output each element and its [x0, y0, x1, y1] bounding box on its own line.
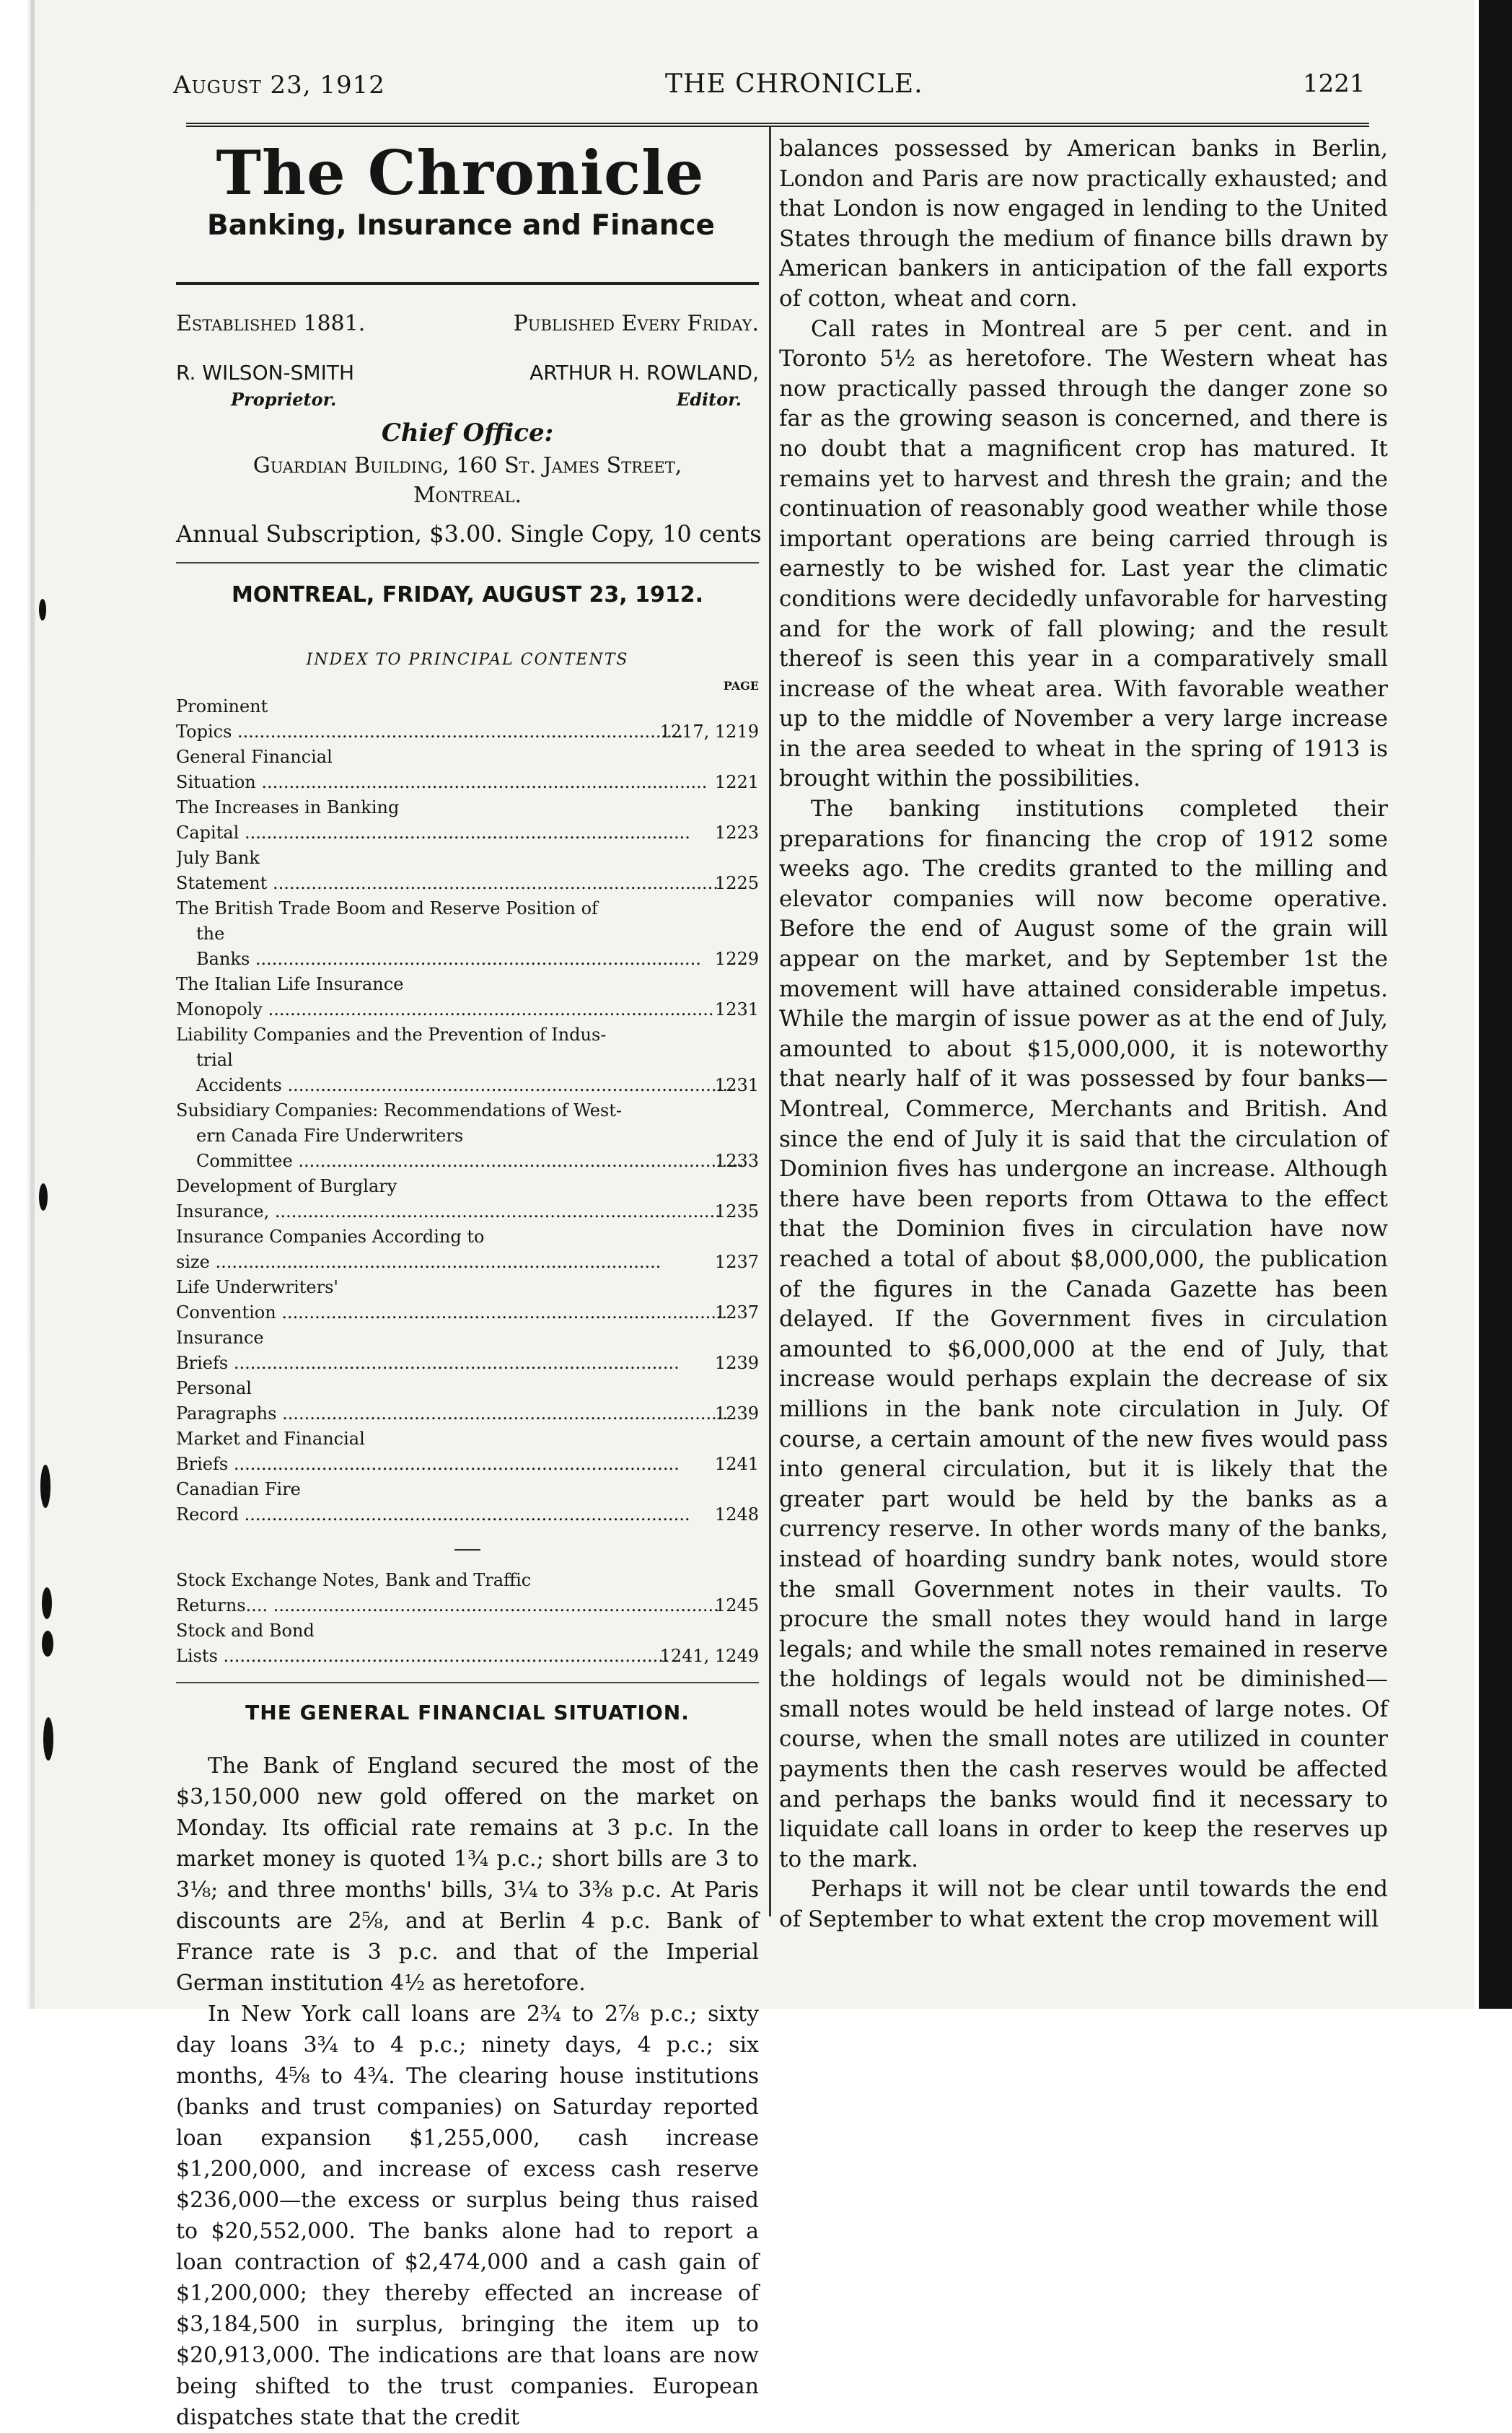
- index-entry: [176, 1098, 759, 1174]
- article-paragraph: Perhaps it will not be clear until towards the end of September to what extent the crop movement will: [779, 1876, 1388, 1933]
- index-entry-title: Insurance Briefs .....: [176, 1325, 704, 1376]
- index-entry-continuation: the Banks .....: [176, 921, 704, 972]
- index-entry: [176, 1426, 759, 1477]
- index-entry-title: Insurance Companies According to size .....: [176, 1224, 704, 1275]
- left-column: [176, 137, 762, 2433]
- proprietor-name: R. WILSON-SMITH: [176, 361, 355, 385]
- index-entry-page: 1245: [714, 1595, 759, 1616]
- index-entry-title: Life Underwriters' Convention .....: [176, 1275, 704, 1325]
- index-entry-title: Stock and Bond Lists .....: [176, 1618, 704, 1669]
- contents-index-extra: [176, 1568, 759, 1669]
- index-entry: [176, 1174, 759, 1224]
- index-entry: [176, 1022, 759, 1098]
- scan-speck: [43, 1717, 53, 1761]
- page-number: 1221: [1303, 69, 1366, 98]
- header-rule: [186, 123, 1369, 127]
- running-header-title: THE CHRONICLE.: [665, 69, 923, 99]
- index-entry-title: Personal Paragraphs .....: [176, 1376, 704, 1426]
- index-title: INDEX TO PRINCIPAL CONTENTS: [306, 651, 629, 670]
- index-entry: [176, 1477, 759, 1527]
- article-paragraph: The Bank of England secured the most of the $3,150,000 new gold offered on the market on Monday. Its official rate remains at 3 p.c. In the market money is quoted 1¾ p.c.; short bills are 3 to 3⅛; and three months' bills, 3¼ to 3⅜ p.c. At Paris discounts are 2⅝, and at Berlin 4 p.c. Bank of France rate is 3 p.c. and that of the Imperial German institution 4½ as heretofore.: [176, 1753, 759, 1996]
- masthead-subtitle: Banking, Insurance and Finance: [207, 209, 715, 242]
- scan-edge-shadow: [30, 0, 35, 2009]
- editor-name: ARTHUR H. ROWLAND,: [529, 361, 759, 385]
- index-entry-page: 1233: [714, 1151, 759, 1172]
- index-entry-title: The Increases in Banking Capital .....: [176, 795, 704, 846]
- established-line: Established 1881.: [176, 311, 366, 337]
- index-entry-title: Subsidiary Companies: Recommendations of West-: [176, 1100, 622, 1121]
- index-entry: [176, 1618, 759, 1669]
- index-entry-title: Liability Companies and the Prevention of Indus-: [176, 1025, 607, 1045]
- chief-office-label: Chief Office:: [381, 418, 554, 448]
- index-entry-title: Canadian Fire Record .....: [176, 1477, 704, 1527]
- index-entry-page: 1229: [714, 949, 759, 970]
- scan-speck: [42, 1587, 52, 1619]
- index-entry: [176, 846, 759, 896]
- index-entry-page: 1231: [714, 1075, 759, 1096]
- article-paragraph: Call rates in Montreal are 5 per cent. and in Toronto 5½ as heretofore. The Western wheat has now practically passed through the danger zone so far as the growing season is concerned, and there is no doubt that a magnificent crop has matured. It remains yet to harvest and thresh the grain; and the continuation of reasonably good weather while those important operations are being carried through is earnestly to be wished for. Last year the climatic conditions were decidedly unfavorable for harvesting and for the work of fall plowing; and the result thereof is seen this year in a comparatively small increase of the wheat area. With favorable weather up to the middle of November a very large increase in the area seeded to wheat in the spring of 1913 is brought within the possibilities.: [779, 315, 1388, 792]
- subscription-line: Annual Subscription, $3.00. Single Copy, 10 cents: [176, 520, 762, 548]
- index-entry: [176, 1275, 759, 1325]
- issue-dateline: MONTREAL, FRIDAY, AUGUST 23, 1912.: [232, 582, 703, 608]
- article-paragraph: The banking institutions completed their preparations for financing the crop of 1912 some weeks ago. The credits granted to the milling and elevator companies will now become operative. Before the end of August some of the grain will appear on the market, and by September 1st the movement will have attained considerable impetus. While the margin of issue power as at the end of July, amounted to about $15,000,000, it is noteworthy that nearly half of it was possessed by four banks—Montreal, Commerce, Merchants and British. And since the end of July it is said that the circulation of Dominion fives has undergone an increase. Although there have been reports from Ottawa to the effect that the Dominion fives in circulation have now reached a total of about $8,000,000, the publication of the figures in the Canada Gazette has been delayed. If the Government fives in circulation amounted to $6,000,000 at the end of July, that increase would perhaps explain the decrease of six millions in the bank note circulation in July. Of course, a certain amount of the new fives would pass into general circulation, but it is likely that the greater part would be held by the banks as a currency reserve. In other words many of the banks, instead of hoarding sundry bank notes, would store the small Government notes in their vaults. To procure the small notes they would hand in large legals; and while the small notes remained in reserve the holdings of legals would not be diminished—small notes would be held instead of large notes. Of course, when the small notes are utilized in counter payments then the cash reserves would be affected and perhaps the banks would find it necessary to liquidate call loans in order to keep the reserves up to the mark.: [779, 796, 1388, 1872]
- masthead-title: The Chronicle: [216, 137, 705, 209]
- index-entry: [176, 972, 759, 1022]
- index-entry-title: The Italian Life Insurance Monopoly .....: [176, 972, 704, 1022]
- index-entry-continuation: ern Canada Fire Underwriters Committee .....: [176, 1123, 704, 1174]
- index-entry: [176, 1376, 759, 1426]
- contents-index: [176, 694, 759, 1527]
- office-address: [176, 452, 759, 510]
- column-rule: [769, 127, 771, 1916]
- index-entry-title: General Financial Situation .....: [176, 745, 704, 795]
- index-entry-page: 1221: [714, 772, 759, 793]
- index-page-label: PAGE: [723, 679, 759, 693]
- index-entry-page: 1237: [714, 1252, 759, 1273]
- index-entry-page: 1239: [714, 1353, 759, 1374]
- index-entry: [176, 694, 759, 745]
- published-line: Published Every Friday.: [513, 311, 759, 337]
- index-entry-page: 1217, 1219: [659, 722, 759, 742]
- dateline-rule: [176, 562, 759, 564]
- index-entry-title: Prominent Topics .....: [176, 694, 704, 745]
- index-entry-title: The British Trade Boom and Reserve Position of: [176, 898, 598, 919]
- proprietor-role: Proprietor.: [231, 389, 337, 411]
- index-entry: [176, 795, 759, 846]
- scan-speck: [40, 1465, 50, 1508]
- index-entry-page: 1241, 1249: [659, 1646, 759, 1667]
- staff-names: [176, 361, 759, 385]
- index-entry-page: 1225: [714, 873, 759, 894]
- index-entry-page: 1235: [714, 1201, 759, 1222]
- index-entry-page: 1231: [714, 999, 759, 1020]
- article-body-left: [176, 1750, 759, 2433]
- index-entry: [176, 1224, 759, 1275]
- index-entry-page: 1239: [714, 1403, 759, 1424]
- address-line-2: Montreal.: [413, 482, 522, 508]
- scan-speck: [39, 599, 46, 621]
- index-entry-page: 1237: [714, 1302, 759, 1323]
- article-body-right: [779, 134, 1388, 1935]
- index-entry-continuation: trial Accidents .....: [176, 1048, 704, 1098]
- masthead-rule: [176, 282, 759, 285]
- index-entry-page: 1248: [714, 1504, 759, 1525]
- index-entry: [176, 1568, 759, 1618]
- article-paragraph: In New York call loans are 2¾ to 2⅞ p.c.; sixty day loans 3¾ to 4 p.c.; ninety days, 4 p.c.; six months, 4⅝ to 4¾. The clearing house institutions (banks and trust companies) on Saturday reported loan expansion $1,255,000, cash increase $1,200,000, and increase of excess cash reserve $236,000—the excess or surplus being thus raised to $20,552,000. The banks alone had to report a loan contraction of $2,474,000 and a cash gain of $1,200,000; they thereby effected an increase of $3,184,500 in surplus, bringing the item up to $20,913,000. The indications are that loans are now being shifted to the trust companies. European dispatches state that the credit: [176, 2002, 759, 2431]
- index-entry-title: Market and Financial Briefs .....: [176, 1426, 704, 1477]
- index-entry: [176, 1325, 759, 1376]
- index-entry: [176, 896, 759, 972]
- scan-right-border: [1479, 0, 1512, 2009]
- index-entry-title: Stock Exchange Notes, Bank and Traffic Returns.... .....: [176, 1568, 704, 1618]
- right-column: [779, 134, 1388, 1935]
- scan-speck: [39, 1183, 48, 1211]
- article-title: THE GENERAL FINANCIAL SITUATION.: [245, 1701, 690, 1725]
- index-entry-title: July Bank Statement .....: [176, 846, 704, 896]
- editor-role: Editor.: [676, 389, 742, 411]
- index-entry-title: Development of Burglary Insurance, .....: [176, 1174, 704, 1224]
- address-line-1: Guardian Building, 160 St. James Street,: [252, 453, 682, 479]
- running-header-date: August 23, 1912: [173, 71, 385, 100]
- publication-info: [176, 311, 759, 336]
- article-rule: [176, 1682, 759, 1683]
- article-paragraph: balances possessed by American banks in Berlin, London and Paris are now practically exhausted; and that London is now engaged in lending to the United States through the medium of finance bills drawn by American bankers in anticipation of the fall exports of cotton, wheat and corn.: [779, 136, 1388, 312]
- staff-roles: [176, 389, 759, 410]
- index-divider: [454, 1549, 480, 1551]
- index-entry: [176, 745, 759, 795]
- index-entry-page: 1241: [714, 1454, 759, 1475]
- index-entry-page: 1223: [714, 823, 759, 843]
- scan-speck: [42, 1631, 53, 1657]
